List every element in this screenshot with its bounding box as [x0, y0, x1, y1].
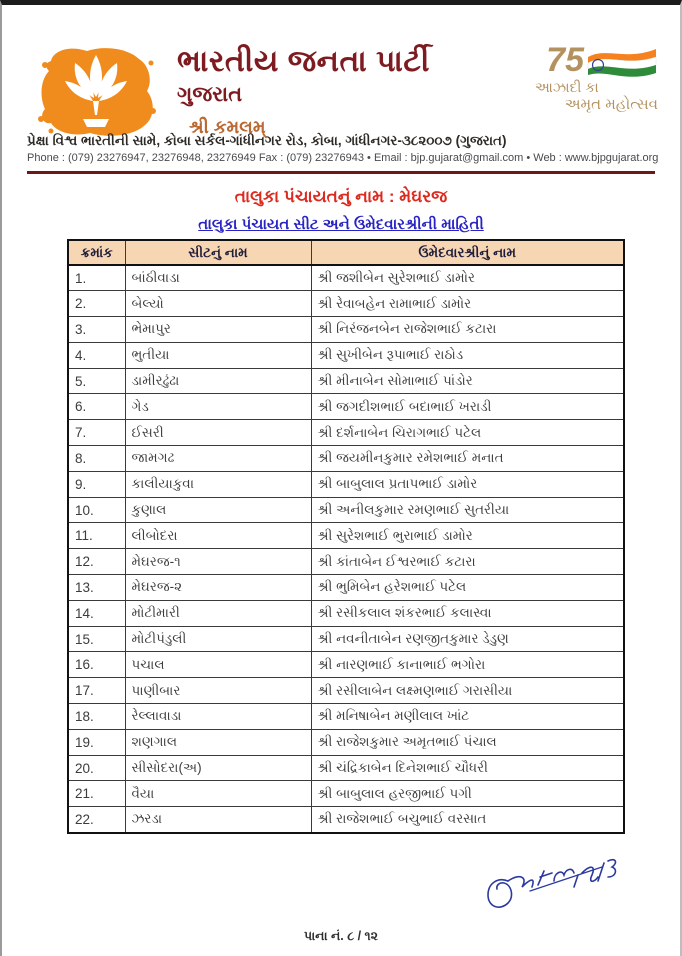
seat-name-cell: સીસોદરા(અ): [125, 755, 311, 781]
seat-name-cell: ગેડ: [125, 394, 311, 420]
table-row: [68, 729, 624, 755]
document-title: તાલુકા પંચાયતનું નામ : મેઘરજ: [234, 187, 448, 206]
table-row: [68, 549, 624, 575]
table-row: [68, 265, 624, 291]
serial-number-cell: 3.: [68, 317, 125, 343]
seat-name-cell: ઝરડા: [125, 807, 311, 833]
serial-number-cell: 2.: [68, 291, 125, 317]
table-row: [68, 652, 624, 678]
serial-number-cell: 7.: [68, 420, 125, 446]
seat-name-cell: બેલ્યો: [125, 291, 311, 317]
table-row: [68, 781, 624, 807]
seat-name-cell: મેઘરજ-૨: [125, 575, 311, 601]
candidate-name-cell: શ્રી મીનાબેન સોમાભાઈ પાંડોર: [311, 368, 624, 394]
candidate-name-cell: શ્રી રાજેશકુમાર અમૃતભાઈ પંચાલ: [311, 729, 624, 755]
seat-name-cell: રેલ્લાવાડા: [125, 704, 311, 730]
serial-number-cell: 14.: [68, 600, 125, 626]
page-number: પાના નં. ૮ / ૧૨: [303, 929, 379, 943]
seat-name-cell: મોટીમારી: [125, 600, 311, 626]
candidate-name-cell: શ્રી રસીલાબેન લક્ષ્મણભાઈ ગરાસીયા: [311, 678, 624, 704]
candidate-name-cell: શ્રી ભુમિબેન હરેશભાઈ પટેલ: [311, 575, 624, 601]
seat-table-body: [68, 265, 624, 833]
column-header-serial: ક્રમાંક: [68, 240, 125, 265]
candidate-name-cell: શ્રી રેવાબહેન રામાભાઈ ડામોર: [311, 291, 624, 317]
serial-number-cell: 15.: [68, 626, 125, 652]
serial-number-cell: 17.: [68, 678, 125, 704]
table-row: [68, 291, 624, 317]
candidate-name-cell: શ્રી જશીબેન સુરેશભાઈ ડામોર: [311, 265, 624, 291]
table-row: [68, 471, 624, 497]
seat-name-cell: ઈસરી: [125, 420, 311, 446]
serial-number-cell: 18.: [68, 704, 125, 730]
office-address: પ્રેક્ષા વિશ્વ ભારતીની સામે, કોબા સર્કલ-ગાંધીનગર રોડ, કોબા, ગાંધીનગર-૩૮૨૦૦૭ (ગુજરાત): [27, 133, 507, 148]
candidate-name-cell: શ્રી મનિષાબેન મણીલાલ ખાંટ: [311, 704, 624, 730]
serial-number-cell: 4.: [68, 342, 125, 368]
serial-number-cell: 1.: [68, 265, 125, 291]
seat-name-cell: વૈયા: [125, 781, 311, 807]
candidate-name-cell: શ્રી અનીલકુમાર રમણભાઈ સુતરીયા: [311, 497, 624, 523]
serial-number-cell: 11.: [68, 523, 125, 549]
serial-number-cell: 16.: [68, 652, 125, 678]
azadi-line1: આઝાદી કા: [535, 79, 599, 95]
candidate-name-cell: શ્રી દર્શનાબેન ચિરાગભાઈ પટેલ: [311, 420, 624, 446]
candidate-name-cell: શ્રી જગદીશભાઈ બદાભાઈ ખરાડી: [311, 394, 624, 420]
candidate-name-cell: શ્રી જયમીનકુમાર રમેશભાઈ મનાત: [311, 446, 624, 472]
party-state: ગુજરાત: [177, 83, 243, 106]
handwritten-signature: [470, 853, 640, 915]
candidate-name-cell: શ્રી બાબુલાલ પ્રતાપભાઈ ડામોર: [311, 471, 624, 497]
candidate-name-cell: શ્રી ચંદ્રિકાબેન દિનેશભાઈ ચૌધરી: [311, 755, 624, 781]
table-row: [68, 704, 624, 730]
table-row: [68, 678, 624, 704]
table-row: [68, 626, 624, 652]
table-row: [68, 575, 624, 601]
table-row: [68, 755, 624, 781]
column-header-candidate: ઉમેદવારશ્રીનું નામ: [311, 240, 624, 265]
candidate-name-cell: શ્રી બાબુલાલ હરજીભાઈ પગી: [311, 781, 624, 807]
party-office: શ્રી કમલમ્: [189, 117, 266, 137]
candidate-name-cell: શ્રી નિરંજનબેન રાજેશભાઈ કટારા: [311, 317, 624, 343]
candidate-name-cell: શ્રી રસીકલાલ શંકરભાઈ કલાસ્વા: [311, 600, 624, 626]
seat-name-cell: ભુતીયા: [125, 342, 311, 368]
seat-name-cell: લીબોદરા: [125, 523, 311, 549]
serial-number-cell: 6.: [68, 394, 125, 420]
contact-line: Phone : (079) 23276947, 23276948, 23276949 Fax : (079) 23276943 • Email : bjp.gujarat@gmail.com • Web : www.bjpgujarat.org: [27, 152, 659, 164]
candidate-name-cell: શ્રી નારણભાઈ કાનાભાઈ ભગોરા: [311, 652, 624, 678]
serial-number-cell: 8.: [68, 446, 125, 472]
candidate-name-cell: શ્રી સુરેશભાઈ ભુરાભાઈ ડામોર: [311, 523, 624, 549]
table-row: [68, 420, 624, 446]
candidate-name-cell: શ્રી કાંતાબેન ઈશ્વરભાઈ કટારા: [311, 549, 624, 575]
seat-name-cell: મોટીપંડુલી: [125, 626, 311, 652]
seat-name-cell: ભેમાપુર: [125, 317, 311, 343]
azadi-amrut-mahotsav-logo: [523, 41, 658, 113]
seat-candidate-table: [67, 239, 625, 834]
candidate-name-cell: શ્રી નવનીતાબેન રણજીતકુમાર ડેડુણ: [311, 626, 624, 652]
seat-name-cell: શણગાલ: [125, 729, 311, 755]
table-row: [68, 446, 624, 472]
address-block: [27, 133, 667, 164]
table-row: [68, 342, 624, 368]
serial-number-cell: 21.: [68, 781, 125, 807]
seat-name-cell: બાંઠીવાડા: [125, 265, 311, 291]
table-row: [68, 807, 624, 833]
serial-number-cell: 9.: [68, 471, 125, 497]
seat-name-cell: જામગઢ: [125, 446, 311, 472]
seat-name-cell: મેઘરજ-૧: [125, 549, 311, 575]
bjp-lotus-logo: [35, 41, 157, 141]
candidate-name-cell: શ્રી રાજેશભાઈ બચુભાઈ વરસાત: [311, 807, 624, 833]
serial-number-cell: 5.: [68, 368, 125, 394]
table-row: [68, 523, 624, 549]
seat-name-cell: પાણીબાર: [125, 678, 311, 704]
candidate-name-cell: શ્રી સુખીબેન રૂપાભાઈ રાઠોડ: [311, 342, 624, 368]
column-header-seat: સીટનું નામ: [125, 240, 311, 265]
party-wordmark: [177, 45, 430, 138]
letterhead-divider: [27, 171, 655, 174]
table-row: [68, 368, 624, 394]
serial-number-cell: 20.: [68, 755, 125, 781]
letterhead: [2, 5, 680, 137]
table-header-row: [68, 240, 624, 265]
table-row: [68, 317, 624, 343]
seat-name-cell: કાલીયાકુવા: [125, 471, 311, 497]
document-subtitle: તાલુકા પંચાયત સીટ અને ઉમેદવારશ્રીની માહિતી: [198, 216, 484, 233]
seat-name-cell: કુણાલ: [125, 497, 311, 523]
seat-name-cell: ડામીરઢુંઢા: [125, 368, 311, 394]
serial-number-cell: 22.: [68, 807, 125, 833]
table-row: [68, 600, 624, 626]
serial-number-cell: 10.: [68, 497, 125, 523]
table-row: [68, 394, 624, 420]
serial-number-cell: 12.: [68, 549, 125, 575]
serial-number-cell: 19.: [68, 729, 125, 755]
azadi-75-numeral: 75: [546, 41, 584, 79]
serial-number-cell: 13.: [68, 575, 125, 601]
party-name: ભારતીય જનતા પાર્ટી: [177, 45, 430, 78]
seat-name-cell: પચાલ: [125, 652, 311, 678]
table-row: [68, 497, 624, 523]
azadi-line2: અમૃત મહોત્સવ: [564, 96, 658, 113]
